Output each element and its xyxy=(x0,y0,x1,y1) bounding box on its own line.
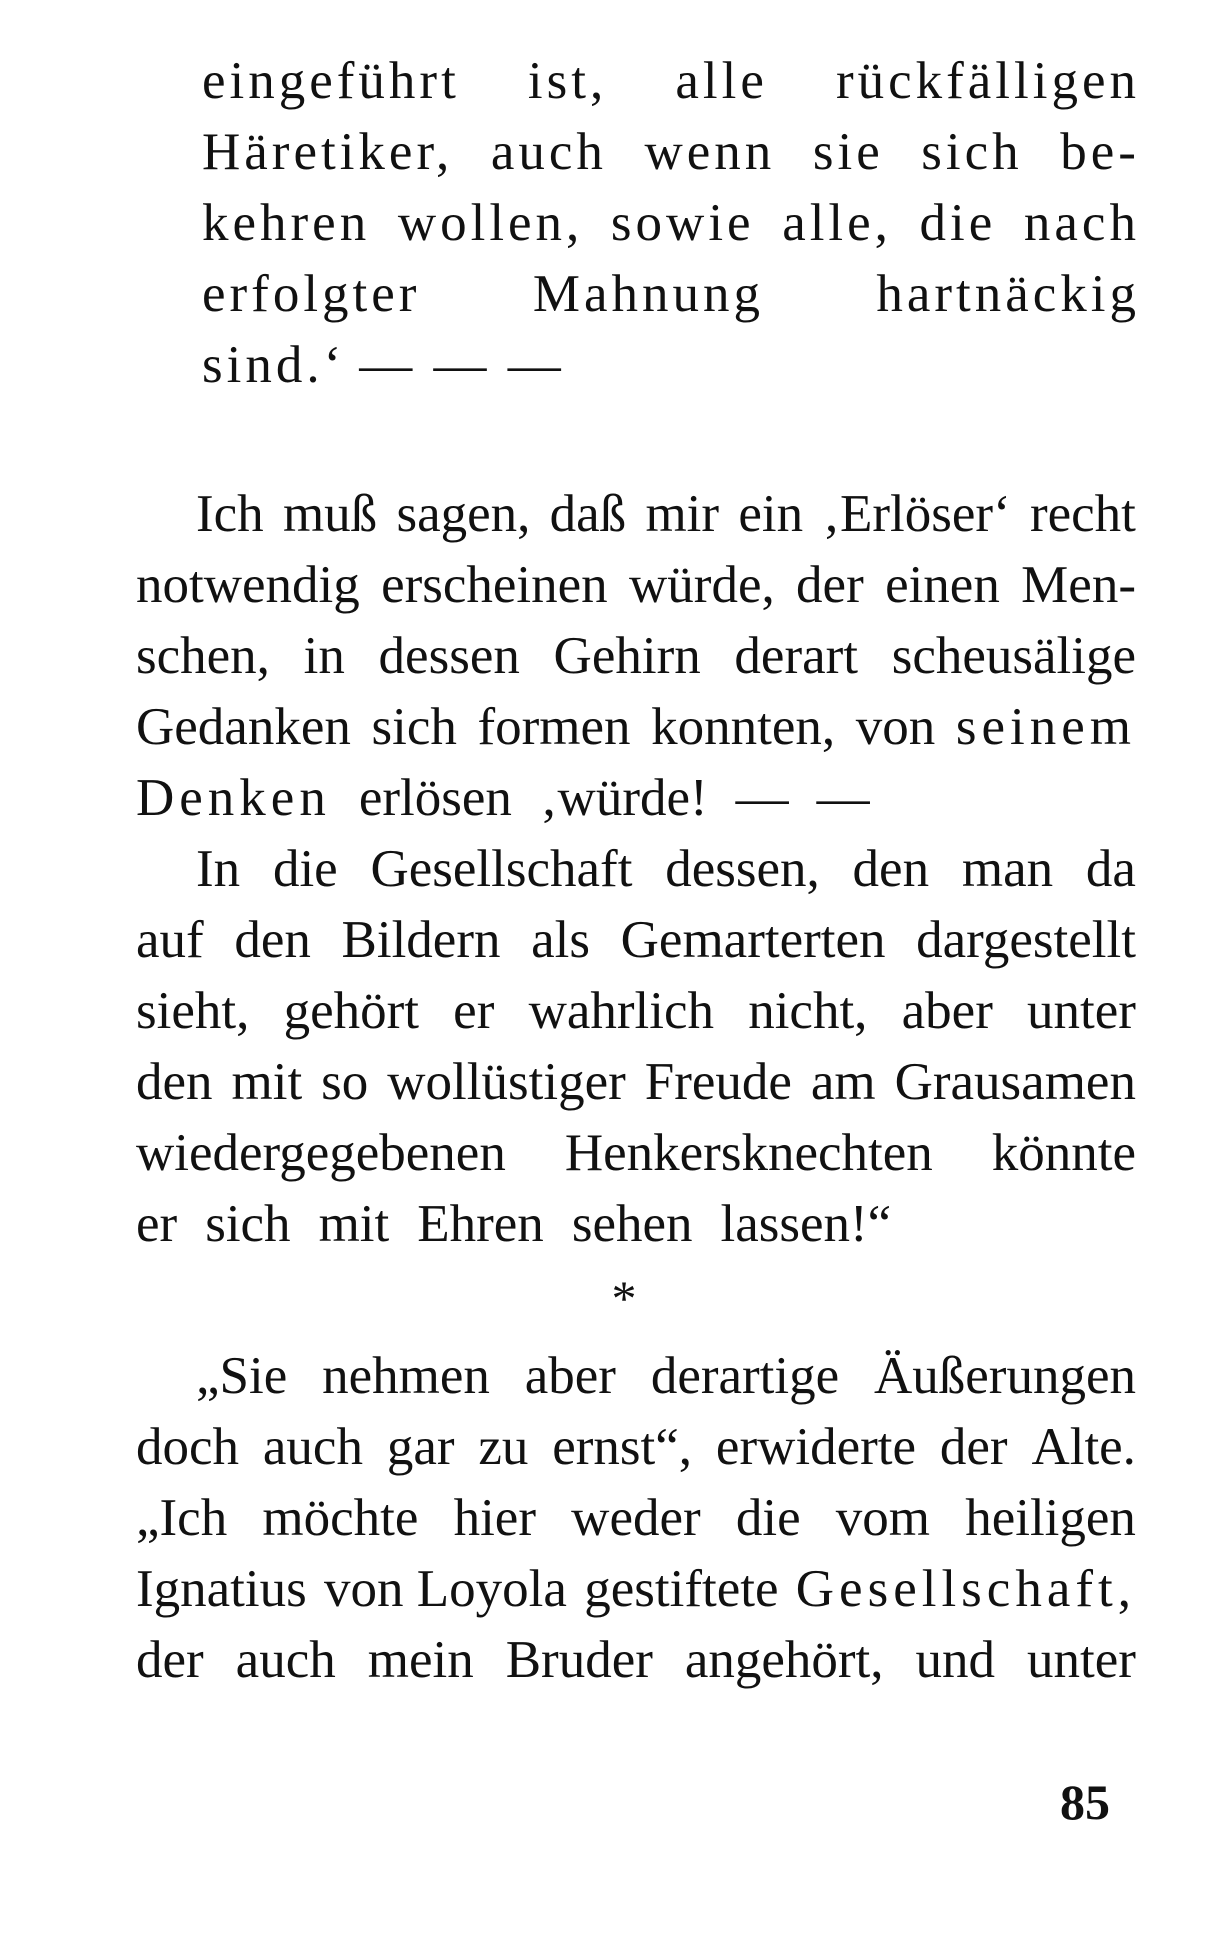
quote-line: eingeführt ist, alle rückfälligen xyxy=(202,52,1140,110)
paragraph-line: wiedergegebenen Henkersknechten könnte xyxy=(136,1124,1136,1182)
paragraph-line: Ignatius von Loyola gestiftete Gesellschaft, xyxy=(136,1560,1136,1618)
paragraph-line: schen, in dessen Gehirn derart scheusälige xyxy=(136,627,1136,685)
paragraph-line: notwendig erscheinen würde, der einen Men- xyxy=(136,556,1136,614)
paragraph-line: er sich mit Ehren sehen lassen!“ xyxy=(136,1195,892,1253)
page-number: 85 xyxy=(1060,1774,1110,1830)
paragraph-line: Gedanken sich formen konnten, von seinem xyxy=(136,698,1136,756)
paragraph-line: auf den Bildern als Gemarterten dargestellt xyxy=(136,911,1136,969)
paragraph-line: „Sie nehmen aber derartige Äußerungen xyxy=(196,1347,1136,1405)
quote-line: Häretiker, auch wenn sie sich be- xyxy=(202,123,1140,181)
paragraph-line: „Ich möchte hier weder die vom heiligen xyxy=(136,1489,1136,1547)
paragraph-line: den mit so wollüstiger Freude am Grausamen xyxy=(136,1053,1136,1111)
paragraph-line: der auch mein Bruder angehört, und unter xyxy=(136,1631,1136,1689)
section-separator: * xyxy=(611,1270,637,1326)
quote-line: kehren wollen, sowie alle, die nach xyxy=(202,194,1140,252)
quote-line: erfolgter Mahnung hartnäckig xyxy=(202,265,1140,323)
paragraph-line: sieht, gehört er wahrlich nicht, aber unter xyxy=(136,982,1136,1040)
paragraph-line: doch auch gar zu ernst“, erwiderte der Alte. xyxy=(136,1418,1136,1476)
paragraph-line: Denken erlösen ‚würde! — — xyxy=(136,769,870,827)
paragraph-line: Ich muß sagen, daß mir ein ‚Erlöser‘ recht xyxy=(196,485,1136,543)
paragraph-line: In die Gesellschaft dessen, den man da xyxy=(196,840,1136,898)
spacer xyxy=(345,330,359,400)
quote-line: sind.‘ — — — xyxy=(202,330,1140,400)
